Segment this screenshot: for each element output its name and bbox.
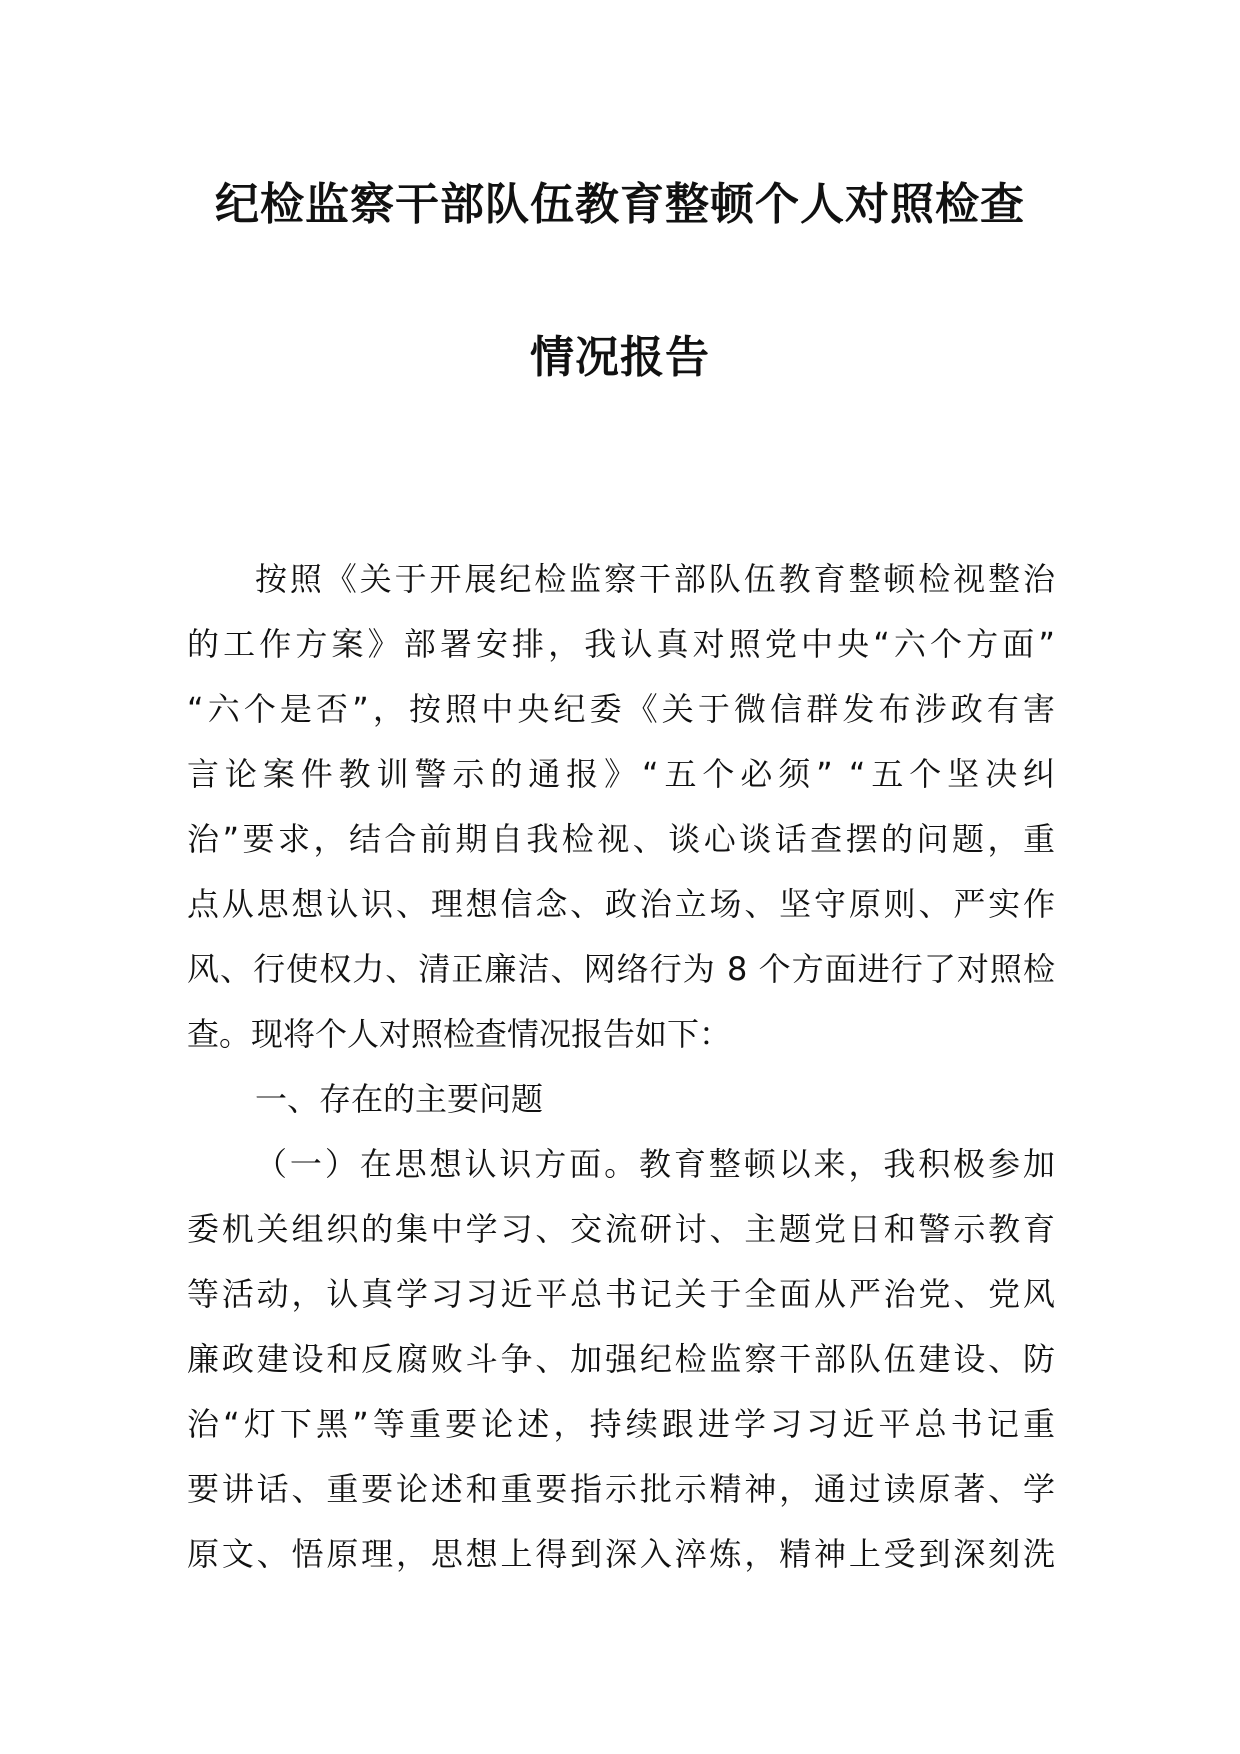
document-body [187,547,1055,1587]
paragraph-1-line: 风、行使权力、清正廉洁、网络行为 8 个方面进行了对照检 [187,950,1055,988]
title-line-1: 纪检监察干部队伍教育整顿个人对照检查 [215,179,1025,230]
paragraph-1-line: “六个是否”，按照中央纪委《关于微信群发布涉政有害 [187,690,1055,728]
section-heading: 一、存在的主要问题 [255,1080,544,1118]
paragraph-2-line: 廉政建设和反腐败斗争、加强纪检监察干部队伍建设、防 [187,1340,1055,1378]
paragraph-2-line: （一）在思想认识方面。教育整顿以来，我积极参加 [255,1145,1055,1183]
paragraph-2-line: 原文、悟原理，思想上得到深入淬炼，精神上受到深刻洗 [187,1535,1055,1573]
title-line-2: 情况报告 [530,332,710,383]
paragraph-2-line: 要讲话、重要论述和重要指示批示精神，通过读原著、学 [187,1470,1055,1508]
paragraph-1-line: 点从思想认识、理想信念、政治立场、坚守原则、严实作 [187,885,1055,923]
paragraph-1-line: 查。现将个人对照检查情况报告如下： [187,1015,732,1053]
paragraph-1-line: 的工作方案》部署安排，我认真对照党中央“六个方面” [187,625,1055,663]
document-title [150,175,1090,388]
paragraph-1-line: 治”要求，结合前期自我检视、谈心谈话查摆的问题，重 [187,820,1055,858]
paragraph-2-line: 委机关组织的集中学习、交流研讨、主题党日和警示教育 [187,1210,1055,1248]
paragraph-2-line: 治“灯下黑”等重要论述，持续跟进学习习近平总书记重 [187,1405,1055,1443]
paragraph-1-line: 按照《关于开展纪检监察干部队伍教育整顿检视整治 [255,560,1055,598]
paragraph-2-line: 等活动，认真学习习近平总书记关于全面从严治党、党风 [187,1275,1055,1313]
paragraph-1-line: 言论案件教训警示的通报》“五个必须” “五个坚决纠 [187,755,1055,793]
